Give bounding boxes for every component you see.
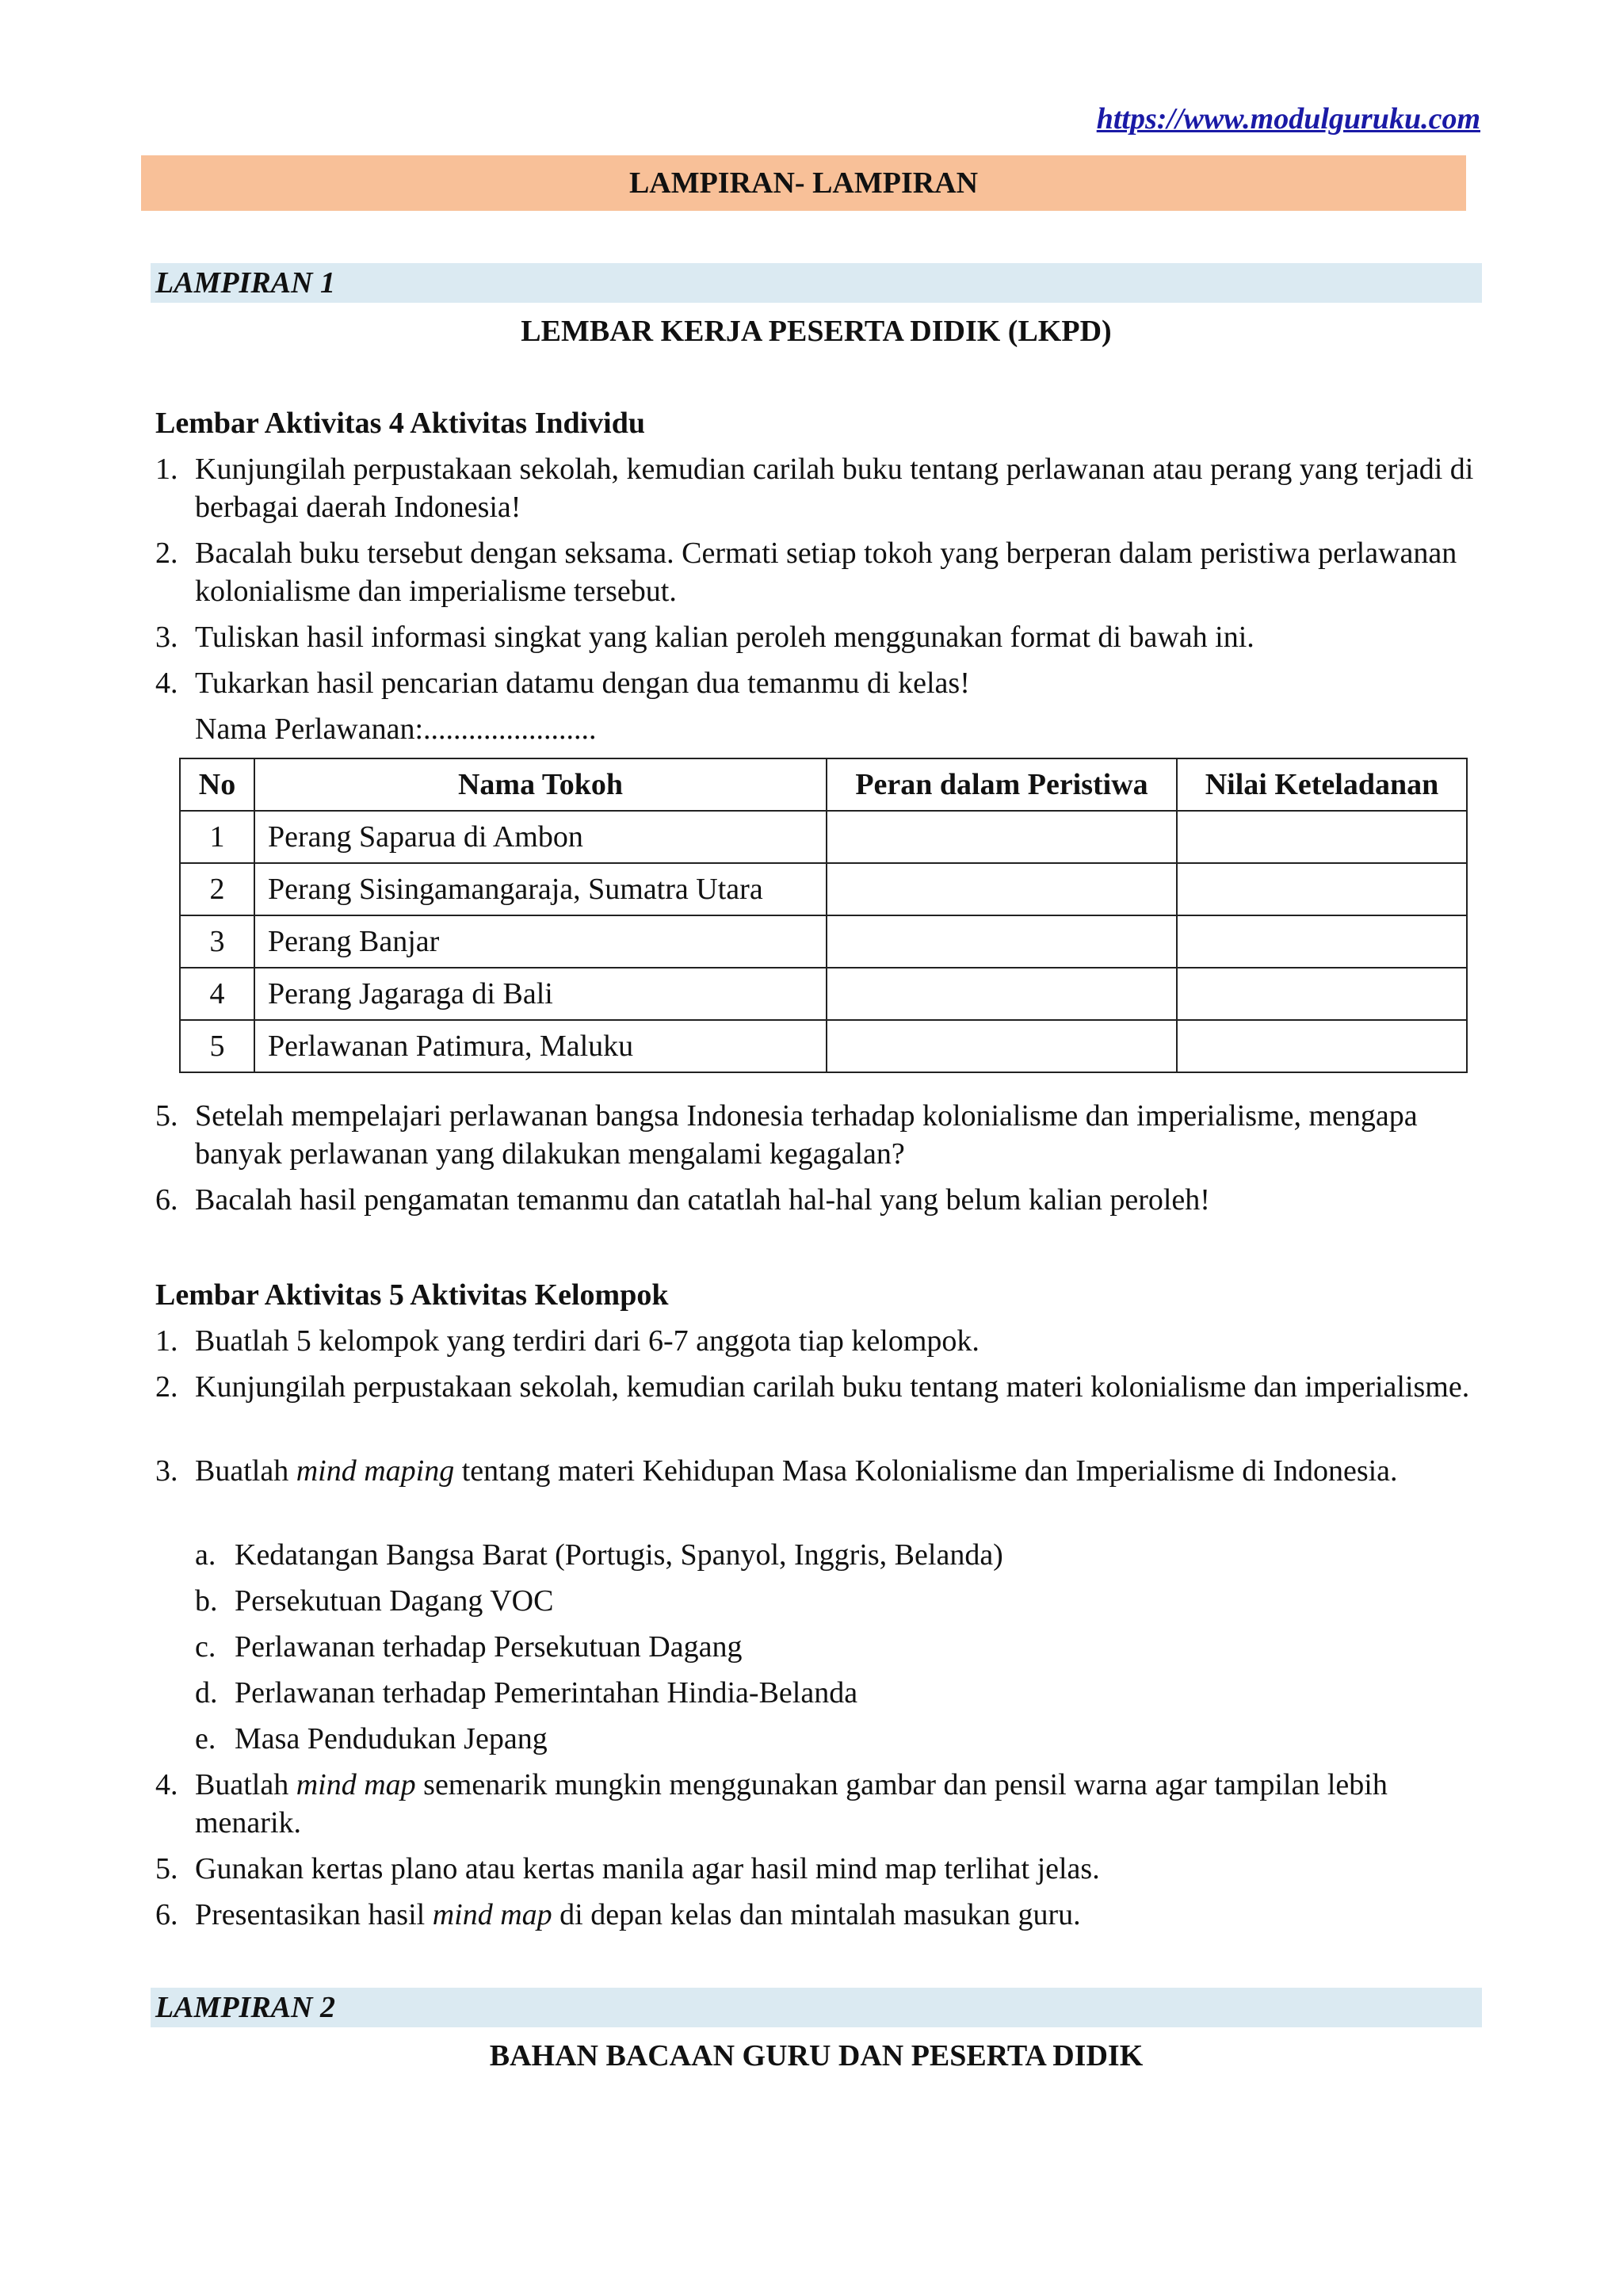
cell-nilai[interactable]	[1177, 1020, 1467, 1072]
list-item: 6. Presentasikan hasil mind map di depan kelas dan mintalah masukan guru.	[155, 1898, 1081, 1931]
sub-list-item: b. Persekutuan Dagang VOC	[195, 1584, 554, 1618]
table-row	[180, 863, 1467, 915]
activity-4-heading: Lembar Aktivitas 4 Aktivitas Individu	[155, 407, 646, 440]
cell-peran[interactable]	[827, 915, 1177, 968]
bahan-bacaan-title: BAHAN BACAAN GURU DAN PESERTA DIDIK	[489, 2039, 1144, 2073]
cell-nama: Perang Saparua di Ambon	[254, 811, 827, 863]
cell-no: 5	[180, 1020, 254, 1072]
cell-no: 3	[180, 915, 254, 968]
table-header-row	[180, 758, 1467, 811]
lampiran-banner: LAMPIRAN- LAMPIRAN	[141, 155, 1466, 211]
list-item: 2. Kunjungilah perpustakaan sekolah, kemudian carilah buku tentang materi kolonialisme dan imperialisme.	[155, 1370, 1470, 1404]
table-row	[180, 968, 1467, 1020]
cell-nilai[interactable]	[1177, 968, 1467, 1020]
list-item: 3. Buatlah mind maping tentang materi Kehidupan Masa Kolonialisme dan Imperialisme di Indonesia.	[155, 1454, 1398, 1488]
activity-5-heading: Lembar Aktivitas 5 Aktivitas Kelompok	[155, 1278, 669, 1312]
cell-peran[interactable]	[827, 968, 1177, 1020]
cell-nama: Perang Banjar	[254, 915, 827, 968]
col-header-peran: Peran dalam Peristiwa	[827, 758, 1177, 811]
sub-list-item: d. Perlawanan terhadap Pemerintahan Hindia-Belanda	[195, 1676, 858, 1710]
lkpd-title: LEMBAR KERJA PESERTA DIDIK (LKPD)	[521, 315, 1112, 348]
table-row	[180, 915, 1467, 968]
tokoh-table	[179, 758, 1468, 1073]
cell-nama: Perang Jagaraga di Bali	[254, 968, 827, 1020]
cell-nilai[interactable]	[1177, 915, 1467, 968]
nama-perlawanan-label: Nama Perlawanan:.......................	[195, 712, 597, 746]
lampiran-1-label: LAMPIRAN 1	[151, 263, 1482, 303]
cell-nama: Perang Sisingamangaraja, Sumatra Utara	[254, 863, 827, 915]
cell-no: 2	[180, 863, 254, 915]
list-item: 6. Bacalah hasil pengamatan temanmu dan catatlah hal-hal yang belum kalian peroleh!	[155, 1183, 1210, 1217]
cell-peran[interactable]	[827, 863, 1177, 915]
source-url-link[interactable]: https://www.modulguruku.com	[1096, 102, 1480, 136]
cell-peran[interactable]	[827, 811, 1177, 863]
lampiran-2-label: LAMPIRAN 2	[151, 1988, 1482, 2027]
col-header-nama-tokoh: Nama Tokoh	[254, 758, 827, 811]
sub-list-item: a. Kedatangan Bangsa Barat (Portugis, Spanyol, Inggris, Belanda)	[195, 1538, 1003, 1572]
list-item: 4. Tukarkan hasil pencarian datamu dengan dua temanmu di kelas!	[155, 667, 970, 700]
list-item: 5. Setelah mempelajari perlawanan bangsa Indonesia terhadap kolonialisme dan imperialisme, mengapa banyak perlawanan yang dilakukan mengalami kegagalan?	[155, 1099, 1418, 1171]
table-row	[180, 1020, 1467, 1072]
list-item: 5. Gunakan kertas plano atau kertas manila agar hasil mind map terlihat jelas.	[155, 1852, 1100, 1885]
table-row	[180, 811, 1467, 863]
col-header-nilai: Nilai Keteladanan	[1177, 758, 1467, 811]
list-item: 3. Tuliskan hasil informasi singkat yang kalian peroleh menggunakan format di bawah ini.	[155, 621, 1254, 654]
list-item: 2. Bacalah buku tersebut dengan seksama. Cermati setiap tokoh yang berperan dalam peristiwa perlawanan kolonialisme dan imperialisme tersebut.	[155, 537, 1457, 608]
sub-list-item: c. Perlawanan terhadap Persekutuan Dagang	[195, 1630, 743, 1664]
cell-nilai[interactable]	[1177, 811, 1467, 863]
col-header-no: No	[180, 758, 254, 811]
list-item: 1. Buatlah 5 kelompok yang terdiri dari 6-7 anggota tiap kelompok.	[155, 1324, 980, 1358]
cell-nama: Perlawanan Patimura, Maluku	[254, 1020, 827, 1072]
cell-nilai[interactable]	[1177, 863, 1467, 915]
cell-no: 1	[180, 811, 254, 863]
list-item: 1. Kunjungilah perpustakaan sekolah, kemudian carilah buku tentang perlawanan atau perang yang terjadi di berbagai daerah Indonesia!	[155, 453, 1474, 524]
cell-no: 4	[180, 968, 254, 1020]
cell-peran[interactable]	[827, 1020, 1177, 1072]
list-item: 4. Buatlah mind map semenarik mungkin menggunakan gambar dan pensil warna agar tampilan lebih menarik.	[155, 1768, 1388, 1839]
sub-list-item: e. Masa Pendudukan Jepang	[195, 1722, 548, 1755]
